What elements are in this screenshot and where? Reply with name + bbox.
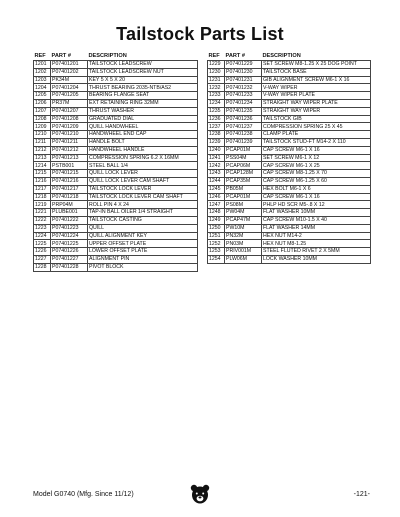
- table-row: [34, 216, 198, 224]
- cell-part: P07401235: [225, 107, 262, 115]
- table-row: [208, 162, 371, 170]
- table-header: [208, 53, 371, 61]
- table-row: [208, 240, 371, 248]
- table-row: [208, 224, 371, 232]
- cell-description: STRAIGHT WAY WIPER PLATE: [262, 99, 371, 107]
- cell-ref: 1214: [34, 162, 51, 170]
- table-row: [34, 123, 198, 131]
- cell-description: GIB ALIGNMENT SCREW M6-1 X 16: [262, 76, 371, 84]
- cell-description: TAILSTOCK LOCK LEVER: [88, 185, 198, 193]
- cell-description: TAILSTOCK LEADSCREW: [88, 61, 198, 69]
- cell-description: EXT RETAINING RING 32MM: [88, 99, 198, 107]
- cell-description: QUILL ALIGNMENT KEY: [88, 232, 198, 240]
- table-row: [34, 224, 198, 232]
- cell-ref: 1234: [208, 99, 225, 107]
- parts-table-left: [33, 53, 198, 272]
- table-row: [34, 201, 198, 209]
- cell-ref: 1232: [208, 84, 225, 92]
- cell-ref: 1211: [34, 138, 51, 146]
- cell-description: KEY 5 X 5 X 20: [88, 76, 198, 84]
- cell-part: P07401208: [51, 115, 88, 123]
- cell-ref: 1208: [34, 115, 51, 123]
- table-row: [34, 232, 198, 240]
- cell-ref: 1254: [208, 255, 225, 263]
- table-row: [208, 201, 371, 209]
- cell-ref: 1253: [208, 248, 225, 256]
- table-row: [208, 248, 371, 256]
- table-row: [208, 76, 371, 84]
- cell-description: SET SCREW M6-1 X 12: [262, 154, 371, 162]
- cell-description: THRUST WASHER: [88, 107, 198, 115]
- cell-description: V-WAY WIPER: [262, 84, 371, 92]
- cell-description: PIVOT BLOCK: [88, 263, 198, 271]
- cell-description: FLAT WASHER 10MM: [262, 209, 371, 217]
- cell-description: HANDWHEEL END CAP: [88, 131, 198, 139]
- cell-ref: 1210: [34, 131, 51, 139]
- cell-part: P07401225: [51, 240, 88, 248]
- cell-ref: 1241: [208, 154, 225, 162]
- cell-ref: 1226: [34, 248, 51, 256]
- cell-ref: 1239: [208, 138, 225, 146]
- table-row: [208, 255, 371, 263]
- cell-part: P07401223: [51, 224, 88, 232]
- table-row: [34, 248, 198, 256]
- cell-description: COMPRESSION SPRING 6.2 X 16MM: [88, 154, 198, 162]
- cell-part: P07401237: [225, 123, 262, 131]
- table-row: [208, 193, 371, 201]
- cell-description: QUILL LOCK LEVER CAM SHAFT: [88, 177, 198, 185]
- cell-part: P07401224: [51, 232, 88, 240]
- table-row: [34, 76, 198, 84]
- cell-part: PCAP47M: [225, 216, 262, 224]
- cell-ref: 1215: [34, 170, 51, 178]
- table-row: [208, 107, 371, 115]
- cell-part: P07401231: [225, 76, 262, 84]
- cell-part: P07401202: [51, 68, 88, 76]
- cell-description: HANDWHEEL HANDLE: [88, 146, 198, 154]
- table-row: [208, 185, 371, 193]
- cell-description: UPPER OFFSET PLATE: [88, 240, 198, 248]
- cell-part: PCAP128M: [225, 170, 262, 178]
- cell-part: P07401215: [51, 170, 88, 178]
- table-row: [208, 84, 371, 92]
- cell-description: THRUST BEARING 2035-NTB/AS2: [88, 84, 198, 92]
- cell-ref: 1217: [34, 185, 51, 193]
- cell-ref: 1213: [34, 154, 51, 162]
- cell-description: CAP SCREW M6-1.25 X 60: [262, 177, 371, 185]
- cell-ref: 1252: [208, 240, 225, 248]
- cell-description: CAP SCREW M6-1 X 25: [262, 162, 371, 170]
- table-header: [34, 53, 198, 61]
- cell-part: P07401228: [51, 263, 88, 271]
- table-row: [34, 154, 198, 162]
- table-row: [34, 177, 198, 185]
- cell-description: HEX NUT M8-1.25: [262, 240, 371, 248]
- cell-part: P07401209: [51, 123, 88, 131]
- table-row: [34, 99, 198, 107]
- cell-part: PCAP06M: [225, 162, 262, 170]
- table-row: [34, 92, 198, 100]
- cell-description: SET SCREW M8-1.25 X 25 DOG POINT: [262, 61, 371, 69]
- cell-ref: 1228: [34, 263, 51, 271]
- cell-description: TAILSTOCK BASE: [262, 68, 371, 76]
- cell-part: P07401205: [51, 92, 88, 100]
- cell-ref: 1201: [34, 61, 51, 69]
- cell-ref: 1218: [34, 193, 51, 201]
- table-row: [34, 138, 198, 146]
- cell-ref: 1221: [34, 209, 51, 217]
- table-row: [208, 170, 371, 178]
- table-row: [34, 263, 198, 271]
- cell-ref: 1207: [34, 107, 51, 115]
- table-row: [208, 138, 371, 146]
- header-description: DESCRIPTION: [262, 53, 301, 59]
- cell-ref: 1247: [208, 201, 225, 209]
- cell-part: P07401210: [51, 131, 88, 139]
- cell-part: P07401239: [225, 138, 262, 146]
- cell-part: P07401233: [225, 92, 262, 100]
- table-row: [208, 99, 371, 107]
- cell-description: TAILSTOCK LEADSCREW NUT: [88, 68, 198, 76]
- cell-part: PCAP35M: [225, 177, 262, 185]
- cell-ref: 1237: [208, 123, 225, 131]
- cell-part: PLUBE001: [51, 209, 88, 217]
- cell-description: STEEL FLUTED RIVET 2 X 5MM: [262, 248, 371, 256]
- cell-ref: 1225: [34, 240, 51, 248]
- cell-part: P07401216: [51, 177, 88, 185]
- cell-part: PS08M: [225, 201, 262, 209]
- parts-table-right: [207, 53, 371, 264]
- cell-ref: 1205: [34, 92, 51, 100]
- cell-description: V-WAY WIPER PLATE: [262, 92, 371, 100]
- cell-ref: 1250: [208, 224, 225, 232]
- cell-ref: 1249: [208, 216, 225, 224]
- cell-ref: 1209: [34, 123, 51, 131]
- cell-part: P07401229: [225, 61, 262, 69]
- cell-description: CLAMP PLATE: [262, 131, 371, 139]
- cell-part: PN03M: [225, 240, 262, 248]
- header-ref: REF: [208, 53, 220, 59]
- cell-description: HEX BOLT M6-1 X 6: [262, 185, 371, 193]
- cell-ref: 1243: [208, 170, 225, 178]
- cell-description: TAILSTOCK GIB: [262, 115, 371, 123]
- cell-part: PW04M: [225, 209, 262, 217]
- cell-part: PSS04M: [225, 154, 262, 162]
- cell-ref: 1245: [208, 185, 225, 193]
- table-row: [208, 61, 371, 69]
- cell-part: P07401201: [51, 61, 88, 69]
- cell-ref: 1244: [208, 177, 225, 185]
- cell-ref: 1236: [208, 115, 225, 123]
- cell-description: HANDLE BOLT: [88, 138, 198, 146]
- cell-description: LOWER OFFSET PLATE: [88, 248, 198, 256]
- table-row: [34, 68, 198, 76]
- header-part: PART #: [225, 53, 245, 59]
- header-description: DESCRIPTION: [88, 53, 127, 59]
- cell-ref: 1238: [208, 131, 225, 139]
- cell-ref: 1202: [34, 68, 51, 76]
- cell-ref: 1231: [208, 76, 225, 84]
- table-row: [34, 240, 198, 248]
- cell-part: P07401218: [51, 193, 88, 201]
- cell-ref: 1235: [208, 107, 225, 115]
- cell-part: P07401226: [51, 248, 88, 256]
- bear-logo-icon: [189, 483, 211, 505]
- cell-description: TAILSTOCK CASTING: [88, 216, 198, 224]
- cell-description: CAP SCREW M10-1.5 X 40: [262, 216, 371, 224]
- cell-ref: 1223: [34, 224, 51, 232]
- cell-description: ALIGNMENT PIN: [88, 255, 198, 263]
- cell-part: PCAP01M: [225, 146, 262, 154]
- cell-part: P07401232: [225, 84, 262, 92]
- table-row: [34, 146, 198, 154]
- cell-description: FLAT WASHER 14MM: [262, 224, 371, 232]
- cell-ref: 1203: [34, 76, 51, 84]
- table-row: [208, 92, 371, 100]
- table-row: [34, 84, 198, 92]
- cell-part: P07401238: [225, 131, 262, 139]
- table-row: [208, 154, 371, 162]
- cell-ref: 1222: [34, 216, 51, 224]
- table-row: [208, 216, 371, 224]
- cell-description: QUILL LOCK LEVER: [88, 170, 198, 178]
- cell-part: PN32M: [225, 232, 262, 240]
- cell-ref: 1248: [208, 209, 225, 217]
- cell-ref: 1216: [34, 177, 51, 185]
- cell-ref: 1246: [208, 193, 225, 201]
- table-row: [208, 131, 371, 139]
- cell-part: PB05M: [225, 185, 262, 193]
- cell-description: QUILL HANDWHEEL: [88, 123, 198, 131]
- table-row: [34, 61, 198, 69]
- page-number: -121-: [353, 491, 370, 498]
- table-row: [34, 131, 198, 139]
- cell-description: CAP SCREW M6-1 X 16: [262, 146, 371, 154]
- cell-part: PR37M: [51, 99, 88, 107]
- table-row: [208, 232, 371, 240]
- cell-description: QUILL: [88, 224, 198, 232]
- table-row: [34, 170, 198, 178]
- cell-ref: 1233: [208, 92, 225, 100]
- page-title: Tailstock Parts List: [116, 24, 284, 44]
- cell-part: PSTB001: [51, 162, 88, 170]
- table-row: [208, 115, 371, 123]
- cell-part: P07401207: [51, 107, 88, 115]
- cell-ref: 1212: [34, 146, 51, 154]
- table-row: [34, 185, 198, 193]
- header-part: PART #: [51, 53, 71, 59]
- cell-description: STRAIGHT WAY WIPER: [262, 107, 371, 115]
- cell-description: ROLL PIN 4 X 24: [88, 201, 198, 209]
- table-row: [34, 115, 198, 123]
- cell-ref: 1230: [208, 68, 225, 76]
- cell-part: PW10M: [225, 224, 262, 232]
- cell-part: PK34M: [51, 76, 88, 84]
- cell-ref: 1219: [34, 201, 51, 209]
- cell-part: PRIV001M: [225, 248, 262, 256]
- cell-part: PLW06M: [225, 255, 262, 263]
- cell-description: TAP-IN BALL OILER 1/4 STRAIGHT: [88, 209, 198, 217]
- cell-part: P07401227: [51, 255, 88, 263]
- cell-ref: 1229: [208, 61, 225, 69]
- cell-description: BEARING FLANGE SEAT: [88, 92, 198, 100]
- table-row: [208, 209, 371, 217]
- table-row: [208, 123, 371, 131]
- cell-ref: 1251: [208, 232, 225, 240]
- cell-description: TAILSTOCK LOCK LEVER CAM SHAFT: [88, 193, 198, 201]
- cell-part: PRP04M: [51, 201, 88, 209]
- cell-description: GRADUATED DIAL: [88, 115, 198, 123]
- cell-part: P07401217: [51, 185, 88, 193]
- cell-ref: 1206: [34, 99, 51, 107]
- cell-part: P07401213: [51, 154, 88, 162]
- cell-description: PHLP HD SCR M5-.8 X 12: [262, 201, 371, 209]
- cell-part: P07401204: [51, 84, 88, 92]
- cell-description: CAP SCREW M6-1 X 16: [262, 193, 371, 201]
- table-row: [34, 162, 198, 170]
- cell-description: TAILSTOCK STUD-FT M14-2 X 110: [262, 138, 371, 146]
- table-row: [34, 209, 198, 217]
- cell-description: LOCK WASHER 10MM: [262, 255, 371, 263]
- cell-part: P07401222: [51, 216, 88, 224]
- table-row: [34, 107, 198, 115]
- cell-part: PCAP01M: [225, 193, 262, 201]
- cell-part: P07401234: [225, 99, 262, 107]
- cell-ref: 1242: [208, 162, 225, 170]
- footer-model: Model G0740 (Mfg. Since 11/12): [33, 491, 134, 498]
- cell-part: P07401211: [51, 138, 88, 146]
- table-row: [34, 255, 198, 263]
- cell-description: CAP SCREW M8-1.25 X 70: [262, 170, 371, 178]
- header-ref: REF: [34, 53, 46, 59]
- table-row: [208, 146, 371, 154]
- table-row: [208, 177, 371, 185]
- cell-ref: 1240: [208, 146, 225, 154]
- table-row: [34, 193, 198, 201]
- cell-ref: 1204: [34, 84, 51, 92]
- cell-description: HEX NUT M14-2: [262, 232, 371, 240]
- cell-part: P07401230: [225, 68, 262, 76]
- table-row: [208, 68, 371, 76]
- cell-part: P07401212: [51, 146, 88, 154]
- cell-description: STEEL BALL 1/4: [88, 162, 198, 170]
- cell-description: COMPRESSION SPRING 25 X 45: [262, 123, 371, 131]
- cell-ref: 1224: [34, 232, 51, 240]
- cell-ref: 1227: [34, 255, 51, 263]
- cell-part: P07401236: [225, 115, 262, 123]
